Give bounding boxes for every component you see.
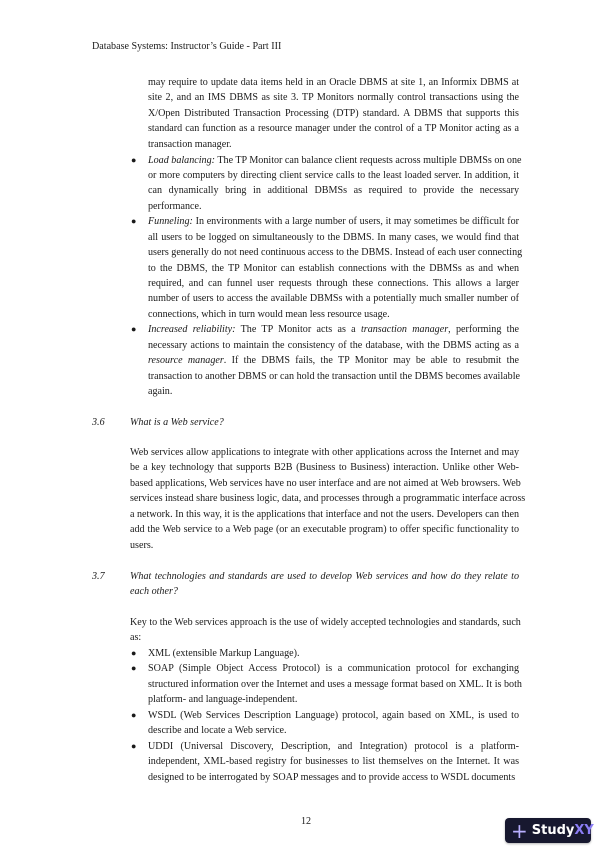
bullet-icon: ● (131, 709, 137, 720)
bullet-icon: ● (131, 324, 137, 335)
text-line (148, 322, 519, 337)
text-line: each other? (130, 586, 178, 598)
bullet-item (131, 322, 520, 399)
bullet-icon: ● (131, 154, 137, 165)
plus-icon: + (511, 818, 528, 843)
text-line: Key to the Web services approach is the use of widely accepted technologies and standards, such (130, 617, 521, 628)
text-line: or more computers by directing client service calls to the least loaded server. In addition, it (148, 169, 519, 181)
text-segment: In environments with a large number of users, it may sometimes be difficult for (192, 216, 519, 228)
logo-word: Study (531, 823, 575, 838)
web-standards-bullet-list (131, 646, 522, 785)
section-question (130, 415, 519, 430)
text-segment: The TP Monitor acts as a (235, 324, 361, 336)
text-segment: . If the DBMS fails, the TP Monitor may be able to resubmit the (223, 355, 519, 367)
bullet-item (131, 708, 519, 739)
text-line: What is a Web service? (130, 417, 224, 428)
italic-term: Load balancing: (148, 154, 216, 166)
text-line: add the Web service to a Web page (or an executable program) to offer specific functionality to (130, 524, 519, 536)
text-line: again. (148, 386, 173, 398)
text-line: may require to update data items held in an Oracle DBMS at site 1, an Informix DBMS at (148, 77, 519, 88)
text-segment: The TP Monitor can balance client requests across multiple DBMSs on one (215, 154, 522, 166)
text-line: transaction to another DBMS or can hold the transaction until the DBMS becomes available (148, 370, 520, 382)
section-answer (130, 615, 519, 646)
text-line: XML (extensible Markup Language). (148, 648, 300, 659)
text-line: structured information over the Internet and uses a message format based on XML. It is both (148, 678, 522, 690)
text-line: describe and locate a Web service. (148, 725, 287, 737)
text-line (148, 153, 522, 168)
text-line: X/Open Distributed Transaction Processing (DTP) standard. A DBMS that supports this (148, 107, 519, 119)
text-line: SOAP (Simple Object Access Protocol) is a communication protocol for exchanging (148, 663, 519, 675)
bullet-icon: ● (131, 663, 137, 674)
text-line: WSDL (Web Services Description Language) protocol, again based on XML, is used to (148, 709, 519, 721)
italic-term: Funneling: (148, 216, 193, 228)
bullet-item (131, 661, 522, 707)
italic-term: resource manager (148, 355, 224, 367)
text-line (148, 214, 519, 229)
section-answer (130, 445, 526, 553)
text-line: to the DBMS, the TP Monitor can establish connections with the DBMSs as and when (148, 262, 519, 274)
section-question (130, 569, 519, 600)
section-number: 3.7 (92, 571, 105, 582)
running-header: Database Systems: Instructor’s Guide - Part III (92, 41, 282, 52)
bullet-icon: ● (131, 648, 137, 658)
italic-term: transaction manager (360, 324, 449, 336)
text-line: designed to be interrogated by SOAP messages and to provide access to WSDL documents (148, 771, 516, 783)
text-line: platform- and language-independent. (148, 694, 298, 706)
text-line: can dynamically bring in additional DBMSs as required to provide the necessary (148, 185, 519, 197)
section-number: 3.6 (92, 417, 105, 428)
logo-suffix: XY (574, 823, 594, 838)
bullet-item (131, 739, 519, 785)
tp-monitor-bullet-list (131, 153, 523, 400)
bullet-icon: ● (131, 740, 137, 751)
page-number: 12 (300, 816, 312, 827)
text-line: a network. In this way, it is the applications that interface and not the users. Developers can then (130, 508, 519, 520)
bullet-item (131, 214, 523, 322)
text-line: necessary actions to maintain the consistency of the database, with the DBMS acting as a (148, 339, 519, 351)
text-line: users generally do not need continuous access to the DBMS. Instead of each user connecting (148, 247, 523, 259)
text-line: based applications, Web services have no user interface and are not aimed at Web browsers. Web (130, 477, 521, 489)
text-line: services instead share business logic, data, and processes through a programmatic interface across (130, 493, 526, 505)
bullet-item (131, 646, 519, 661)
text-line: What technologies and standards are used to develop Web services and how do they relate to (130, 571, 519, 582)
text-line: Web services allow applications to integrate with other applications across the Internet and may (130, 447, 519, 458)
italic-term: Increased reliability: (148, 324, 236, 336)
text-line: as: (130, 632, 142, 644)
bullet-icon: ● (131, 216, 137, 227)
continued-paragraph (148, 75, 519, 152)
text-line: performance. (148, 200, 202, 212)
text-line: UDDI (Universal Discovery, Description, and Integration) protocol is a platform- (148, 740, 519, 752)
studyxy-logo[interactable] (505, 818, 594, 843)
text-line: number of users to access the available DBMSs with a potentially much smaller number of (148, 293, 519, 305)
text-line: connections, which in turn would mean less resource usage. (148, 308, 390, 320)
text-line: standard can function as a resource manager under the control of a TP Monitor acting as a (148, 123, 519, 135)
text-line: site 2, and an IMS DBMS as site 3. TP Monitors normally control transactions using the (148, 92, 519, 104)
text-line: required, and can funnel user requests through these connections. This allows a larger (148, 278, 519, 289)
bullet-item (131, 153, 522, 215)
text-line: transaction manager. (148, 138, 232, 150)
text-line: be a key technology that supports B2B (Business to Business) interaction. Unlike other Web- (130, 462, 519, 474)
text-line (148, 353, 519, 368)
text-line: independent, XML-based registry for businesses to list themselves on the Internet. It was (148, 756, 519, 768)
text-line: all users to be logged on simultaneously to the DBMS. In many cases, we would find that (148, 231, 519, 243)
text-line: users. (130, 539, 154, 551)
text-segment: , performing the (448, 324, 519, 336)
